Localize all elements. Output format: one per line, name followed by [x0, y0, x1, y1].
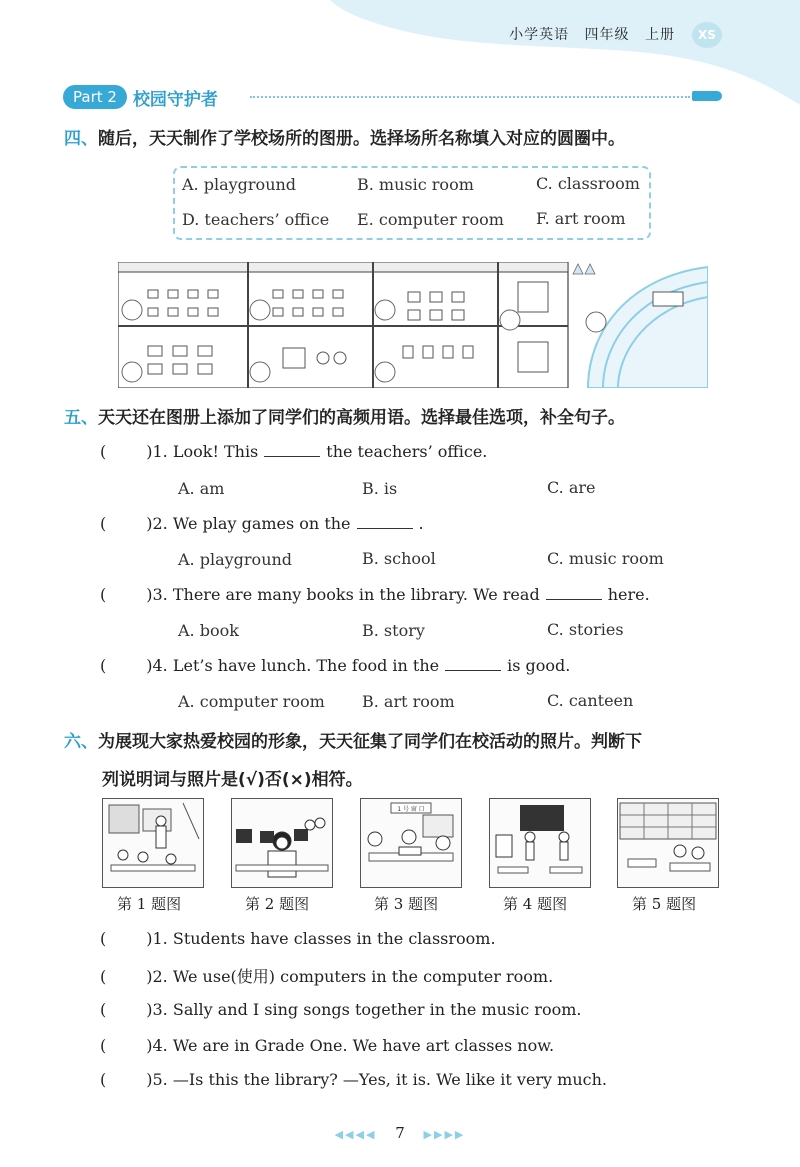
s5-q3-choice-c[interactable]: C. stories: [547, 620, 624, 639]
s5-q4-choice-c[interactable]: C. canteen: [547, 691, 634, 710]
photo3-sign-text: 1 号 窗 口: [397, 806, 425, 813]
fill-blank[interactable]: [357, 527, 413, 529]
section6-instruction-line2: 列说明词与照片是(√)否(×)相符。: [102, 770, 363, 790]
statement-number: )1.: [146, 929, 168, 948]
page-footer: [0, 1124, 800, 1142]
part-dotted-line: [250, 96, 690, 98]
option-b: B. music room: [357, 175, 474, 194]
s5-q2-choice-c[interactable]: C. music room: [547, 549, 664, 568]
section6-instruction-line1: 为展现大家热爱校园的形象，天天征集了同学们在校活动的照片。判断下: [98, 732, 642, 752]
answer-paren-open: (: [100, 1070, 107, 1089]
s5-q3-choice-b[interactable]: B. story: [362, 621, 425, 640]
s5-q2-choice-b[interactable]: B. school: [362, 549, 436, 568]
question-text-before: Let’s have lunch. The food in the: [172, 656, 440, 675]
statement-text: We are in Grade One. We have art classes now.: [172, 1036, 555, 1055]
right-arrows-icon: ▶▶▶▶: [423, 1128, 466, 1141]
s5-q1-choice-a[interactable]: A. am: [178, 479, 225, 498]
section6-number: 六、: [64, 732, 98, 752]
photo-1-classroom: [102, 798, 204, 888]
s5-q4-choice-a[interactable]: A. computer room: [178, 692, 325, 711]
question-number: )3.: [146, 585, 168, 604]
question-text-after: here.: [607, 585, 650, 604]
question-text-after: .: [418, 514, 424, 533]
fill-blank[interactable]: [445, 669, 501, 671]
part-tag: Part 2: [63, 85, 127, 109]
s5-q4-choice-b[interactable]: B. art room: [362, 692, 455, 711]
xs-badge: XS: [692, 22, 722, 48]
statement-number: )4.: [146, 1036, 168, 1055]
s5-q2-choice-a[interactable]: A. playground: [178, 550, 293, 569]
statement-text: Sally and I sing songs together in the music room.: [172, 1000, 582, 1019]
caption-photo-3: 第 3 题图: [374, 895, 439, 913]
s5-question-2: [100, 514, 424, 533]
question-number: )1.: [146, 442, 168, 461]
question-text-before: Look! This: [172, 442, 259, 461]
fill-blank[interactable]: [264, 455, 320, 457]
s6-statement-5: [100, 1070, 607, 1089]
section5-instruction: 天天还在图册上添加了同学们的高频用语。选择最佳选项，补全句子。: [98, 408, 625, 428]
statement-number: )2.: [146, 967, 168, 986]
option-a: A. playground: [182, 175, 297, 194]
question-text-before: There are many books in the library. We read: [172, 585, 540, 604]
question-text-before: We play games on the: [172, 514, 351, 533]
s5-question-3: [100, 585, 650, 604]
s5-q1-choice-c[interactable]: C. are: [547, 478, 596, 497]
s5-question-4: [100, 656, 570, 675]
answer-paren-open: (: [100, 656, 107, 675]
section4-heading: [64, 124, 625, 149]
caption-photo-1: 第 1 题图: [117, 895, 182, 913]
s6-statement-3: [100, 1000, 581, 1019]
s5-q3-choice-a[interactable]: A. book: [178, 621, 239, 640]
answer-paren-open: (: [100, 1036, 107, 1055]
answer-paren-open: (: [100, 442, 107, 461]
school-building-illustration: [118, 262, 708, 388]
s6-statement-4: [100, 1036, 554, 1055]
section4-instruction: 随后，天天制作了学校场所的图册。选择场所名称填入对应的圆圈中。: [98, 129, 625, 149]
s6-statement-1: [100, 929, 496, 948]
option-e: E. computer room: [357, 210, 504, 229]
photo-5-library: [617, 798, 719, 888]
fill-blank[interactable]: [546, 598, 602, 600]
pencil-icon: [692, 91, 722, 101]
header-volume: 上册: [645, 27, 675, 43]
answer-paren-open: (: [100, 967, 107, 986]
question-text-after: is good.: [507, 656, 571, 675]
s5-q1-choice-b[interactable]: B. is: [362, 479, 398, 498]
s6-statement-2: [100, 964, 553, 987]
part-banner: [63, 85, 218, 109]
photo-2-computer-room: [231, 798, 333, 888]
option-d: D. teachers’ office: [182, 210, 330, 229]
section5-heading: [64, 403, 625, 428]
question-number: )4.: [146, 656, 168, 675]
caption-photo-4: 第 4 题图: [503, 895, 568, 913]
photo-4-music-room: [489, 798, 591, 888]
statement-text: —Is this the library? —Yes, it is. We like it very much.: [172, 1070, 608, 1089]
answer-paren-open: (: [100, 514, 107, 533]
section4-number: 四、: [64, 129, 98, 149]
statement-number: )3.: [146, 1000, 168, 1019]
caption-photo-5: 第 5 题图: [632, 895, 697, 913]
statement-number: )5.: [146, 1070, 168, 1089]
option-f: F. art room: [536, 209, 626, 228]
left-arrows-icon: ◀◀◀◀: [334, 1128, 377, 1141]
answer-paren-open: (: [100, 585, 107, 604]
s5-question-1: [100, 442, 487, 461]
section6-heading: [64, 727, 642, 752]
question-number: )2.: [146, 514, 168, 533]
page-number: 7: [395, 1124, 405, 1142]
part-title: 校园守护者: [132, 89, 218, 110]
answer-paren-open: (: [100, 1000, 107, 1019]
caption-photo-2: 第 2 题图: [245, 895, 310, 913]
section5-number: 五、: [64, 408, 98, 428]
option-c: C. classroom: [536, 174, 640, 193]
header-subject-line: [499, 24, 675, 44]
question-text-after: the teachers’ office.: [326, 442, 488, 461]
header-grade: 四年级: [584, 27, 630, 43]
answer-paren-open: (: [100, 929, 107, 948]
statement-text: We use(使用) computers in the computer room.: [172, 967, 554, 986]
header-subject: 小学英语: [509, 27, 570, 43]
statement-text: Students have classes in the classroom.: [172, 929, 496, 948]
photo-3-canteen: [360, 798, 462, 888]
